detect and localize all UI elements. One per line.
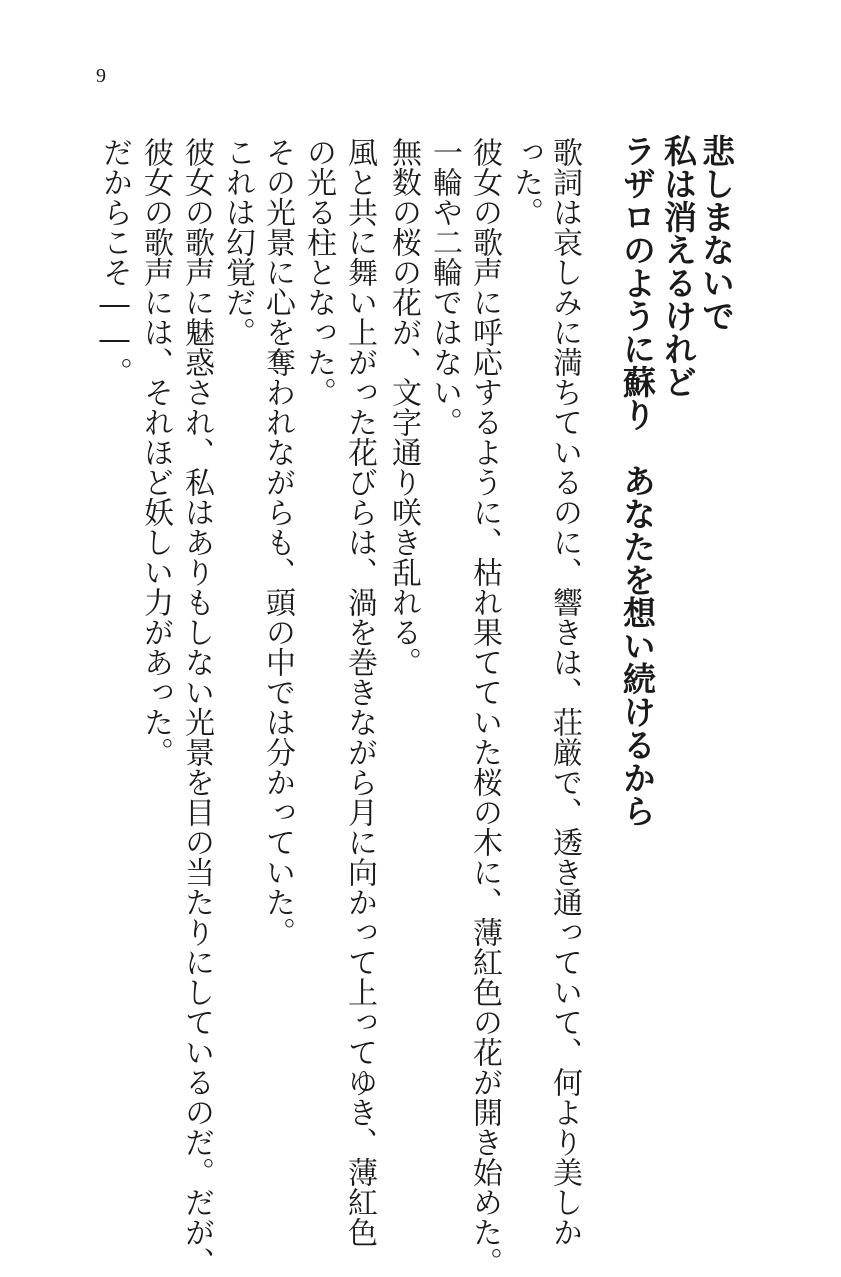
lyric-line-1: 悲しまないで — [697, 134, 736, 332]
lyric-line-3: ラザロのように蘇り あなたを想い続けるから — [618, 134, 657, 827]
text-line: これは幻覚だ。 — [220, 137, 255, 347]
text-line: 彼女の歌声に魅惑され、私はありもしない光景を目の当たりにしているのだ。だが、 — [179, 137, 214, 1277]
text-line: 歌詞は哀しみに満ちているのに、響きは、荘厳で、透き通っていて、何より美しか — [547, 137, 582, 1247]
text-line: その光景に心を奪われながらも、頭の中では分かっていた。 — [260, 137, 295, 947]
text-line: の光る柱となった。 — [301, 137, 336, 407]
text-line: 無数の桜の花が、文字通り咲き乱れる。 — [386, 137, 421, 677]
text-line: 彼女の歌声には、それほど妖しい力があった。 — [138, 137, 173, 767]
text-line: った。 — [508, 137, 543, 227]
text-line: 風と共に舞い上がった花びらは、渦を巻きながら月に向かって上ってゆき、薄紅色 — [342, 137, 377, 1247]
text-line: 彼女の歌声に呼応するように、枯れ果てていた桜の木に、薄紅色の花が開き始めた。 — [467, 137, 502, 1277]
text-line: だからこそ――。 — [97, 137, 132, 387]
text-line: 一輪や二輪ではない。 — [427, 137, 462, 437]
lyric-line-2: 私は消えるけれど — [659, 134, 698, 398]
page-number: 9 — [96, 65, 106, 87]
